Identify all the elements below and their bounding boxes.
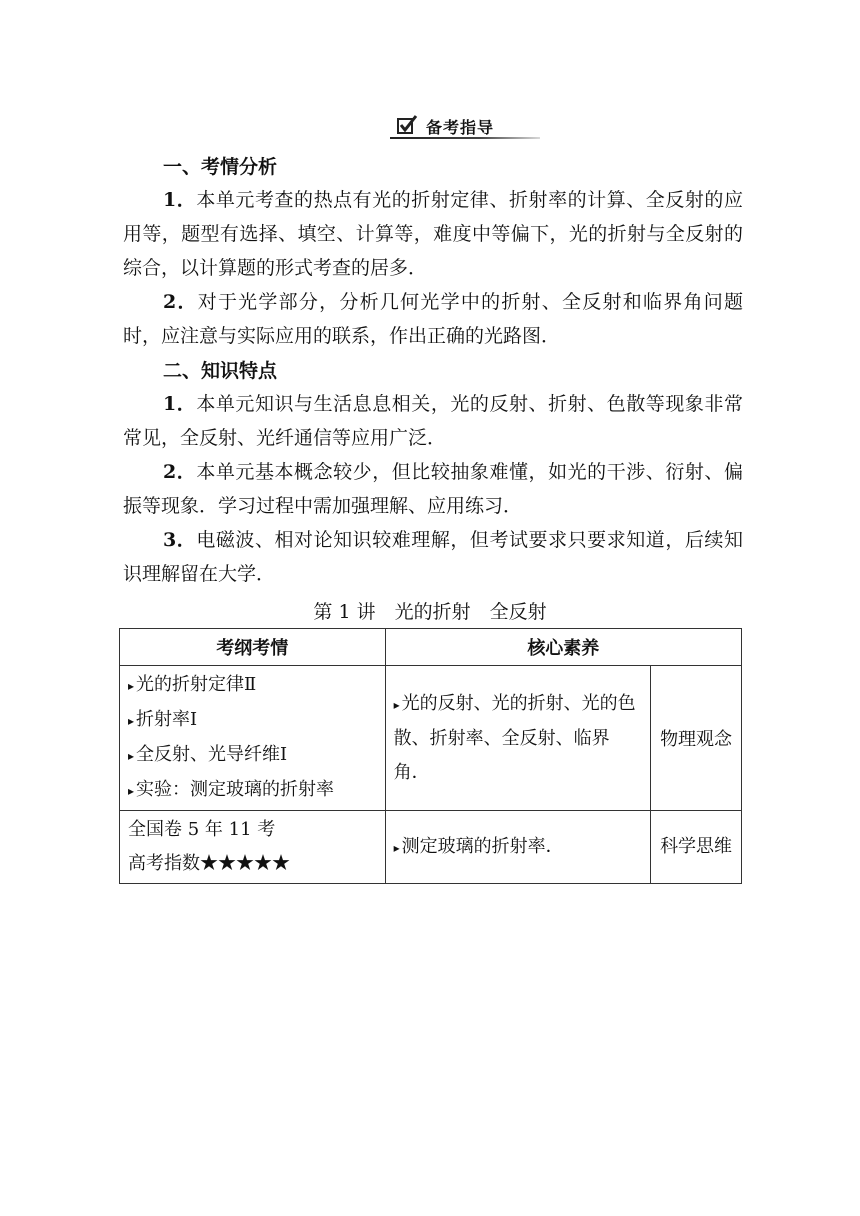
table-row: [120, 666, 742, 811]
section-heading-exam-analysis: 一、考情分析: [163, 156, 278, 178]
lecture-title: 第 1 讲 光的折射 全反射: [313, 601, 547, 623]
banner-underline: [390, 137, 540, 139]
column-header: 考纲考情: [120, 629, 386, 666]
exam-frequency-cell: [120, 811, 386, 884]
paragraph: [123, 183, 743, 285]
item-text: 本单元知识与生活息息相关，光的反射、折射、色散等现象非常常见，全反射、光纤通信等应用广泛．: [123, 393, 743, 449]
syllabus-cell: [120, 666, 386, 811]
list-item: ▸ 全反射、光导纤维Ⅰ: [128, 738, 377, 773]
literacy-cell: [385, 811, 651, 884]
table-row: [120, 811, 742, 884]
paragraph: [123, 455, 743, 523]
item-text: 对于光学部分，分析几何光学中的折射、全反射和临界角问题时，应注意与实际应用的联系，作出正确的光路图．: [123, 291, 743, 347]
paragraph: [123, 387, 743, 455]
banner-title: 备考指导: [426, 118, 495, 137]
item-number: 2．: [163, 291, 198, 313]
item-number: 3．: [163, 529, 197, 551]
syllabus-table: [119, 628, 742, 884]
exam-guide-banner: [390, 112, 540, 142]
column-header: 核心素养: [385, 629, 741, 666]
item-text: 本单元考查的热点有光的折射定律、折射率的计算、全反射的应用等，题型有选择、填空、计算等，难度中等偏下，光的折射与全反射的综合，以计算题的形式考查的居多．: [123, 189, 743, 279]
list-item: ▸ 实验：测定玻璃的折射率: [128, 773, 377, 808]
list-item: ▸ 光的折射定律Ⅱ: [128, 668, 377, 703]
list-item: 全国卷 5 年 11 考: [128, 819, 276, 840]
list-item: ▸ 测定玻璃的折射率．: [394, 830, 643, 865]
item-number: 1．: [163, 189, 197, 211]
table-header-row: [120, 629, 742, 666]
section-heading-knowledge-features: 二、知识特点: [163, 360, 278, 382]
list-item: 高考指数★★★★★: [128, 853, 290, 874]
list-item: ▸ 折射率Ⅰ: [128, 703, 377, 738]
item-number: 1．: [163, 393, 197, 415]
item-text: 本单元基本概念较少，但比较抽象难懂，如光的干涉、衍射、偏振等现象．学习过程中需加强理解、应用练习．: [123, 461, 743, 517]
paragraph: [123, 523, 743, 591]
item-text: 电磁波、相对论知识较难理解，但考试要求只要求知道，后续知识理解留在大学．: [123, 529, 743, 585]
paragraph: [123, 285, 743, 353]
literacy-category: 科学思维: [651, 811, 742, 884]
literacy-cell: [385, 666, 651, 811]
literacy-category: 物理观念: [651, 666, 742, 811]
list-item: ▸ 光的反射、光的折射、光的色散、折射率、全反射、临界角．: [394, 687, 643, 790]
item-number: 2．: [163, 461, 197, 483]
checkbox-check-icon: [396, 114, 418, 136]
